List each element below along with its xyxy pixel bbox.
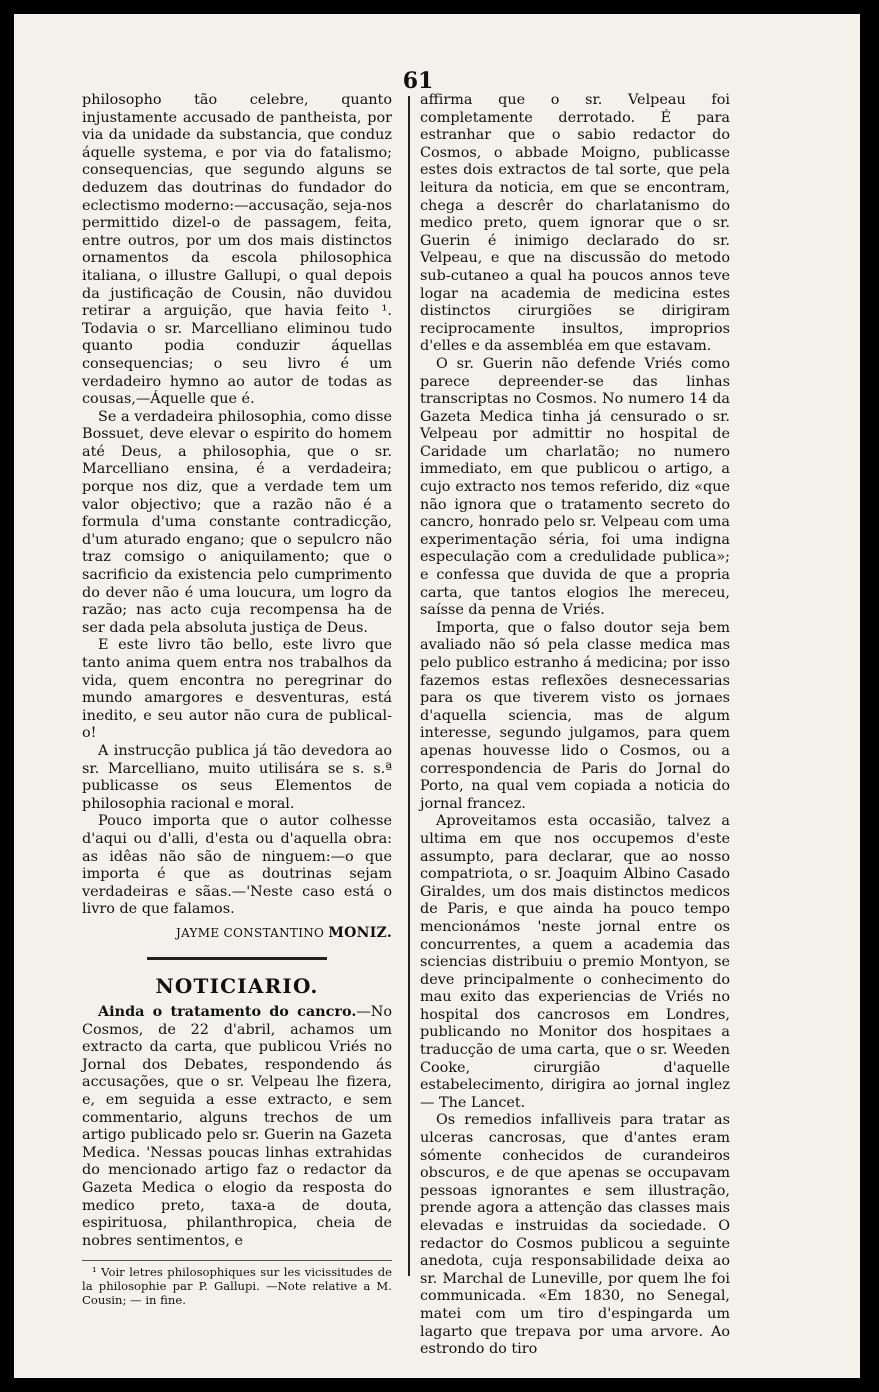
section-divider bbox=[147, 957, 327, 960]
column-rule bbox=[408, 96, 410, 1276]
left-column bbox=[82, 92, 392, 1307]
paragraph: Aproveitamos esta occasião, talvez a ultima em que nos occupemos d'este assumpto, para declarar, que ao nosso compatriota, o sr. Joaquim Albino Casado Giraldes, um dos mais distinctos medicos de Paris, e que ainda ha pouco tempo mencionámos 'neste jornal entre os concurrentes, a quem a academia das sciencias distribuiu o premio Montyon, se deve principalmente o conhecimento do mau exito das experiencias de Vriés no hospital dos cancrosos em Londres, publicando no Monitor dos hospitaes a traducção de uma carta, que o sr. Weeden Cooke, cirurgião d'aquelle estabelecimento, dirigira ao jornal inglez — The Lancet. bbox=[420, 813, 730, 1111]
paragraph: A instrucção publica já tão devedora ao sr. Marcelliano, muito utilisára se s. s.ª publicasse os seus Elementos de philosophia racional e moral. bbox=[82, 742, 392, 812]
paragraph: philosopho tão celebre, quanto injustamente accusado de pantheista, por via da unidade da substancia, que conduz áquelle systema, e por via do fatalismo; consequencias, que segundo alguns se deduzem das doutrinas do fundador do eclectismo moderno:—accusação, seja-nos permittido dizel-o de passagem, feita, entre outros, por um dos mais distinctos ornamentos da escola philosophica italiana, o illustre Gallupi, o qual depois da justificação de Cousin, não duvidou retirar a arguição, que havia feito ¹. Todavia o sr. Marcelliano eliminou tudo quanto podia conduzir áquellas consequencias; o seu livro é um verdadeiro hymno ao autor de todas as cousas,—Áquelle que é. bbox=[82, 92, 393, 408]
right-column bbox=[420, 92, 730, 1359]
paragraph: Importa, que o falso doutor seja bem avaliado não só pela classe medica mas pelo publico estranho á medicina; por isso fazemos estas reflexões desnecessarias para os que tiverem visto os jornaes d'aquella sciencia, mas de algum interesse, segundo julgamos, para quem apenas houvesse lido o Cosmos, ou a correspondencia de Paris do Jornal do Porto, na qual vem copiada a noticia do jornal francez. bbox=[420, 619, 730, 812]
author-signature bbox=[82, 925, 392, 943]
paragraph: affirma que o sr. Velpeau foi completamente derrotado. É para estranhar que o sabio redactor do Cosmos, o abbade Moigno, publicasse estes dois extractos de tal sorte, que pela leitura da noticia, em que se encontram, chega a descrêr do charlatanismo do medico preto, quem ignorar que o sr. Guerin é inimigo declarado do sr. Velpeau, e que na discussão do metodo sub-cutaneo a qual ha poucos annos teve logar na academia de medicina estes distinctos cirurgiões se dirigiram reciprocamente insultos, improprios d'elles e da assembléa em que estavam. bbox=[420, 92, 730, 355]
newspaper-page bbox=[14, 14, 860, 1378]
signature-surname: MONIZ. bbox=[328, 924, 392, 941]
paragraph: Pouco importa que o autor colhesse d'aqui ou d'alli, d'esta ou d'aquella obra: as idêas não são de ninguem:—o que importa é que as doutrinas sejam verdadeiras e sãas.—'Neste caso está o livro de que falamos. bbox=[82, 813, 392, 918]
section-title: NOTICIARIO. bbox=[155, 973, 319, 998]
footnote-text: ¹ Voir letres philosophiques sur les vicissitudes de la philosophie par P. Gallupi. —Note relative a M. Cousin; — in fine. bbox=[82, 1265, 392, 1308]
paragraph: Os remedios infalliveis para tratar as ulceras cancrosas, que d'antes eram sómente conhecidos de curandeiros obscuros, e de que apenas se occupavam pessoas ignorantes e sem illustração, prende agora a attenção das classes mais elevadas e instruidas da sociedade. O redactor do Cosmos publicou a seguinte anedota, cuja responsabilidade deixa ao sr. Marchal de Luneville, por quem lhe foi communicada. «Em 1830, no Senegal, matei com um tiro d'espingarda um lagarto que trepava por uma arvore. Ao estrondo do tiro bbox=[420, 1112, 730, 1358]
notice-paragraph bbox=[82, 1003, 392, 1250]
footnote bbox=[82, 1260, 392, 1307]
paragraph: Se a verdadeira philosophia, como disse Bossuet, deve elevar o espirito do homem até Deus, a philosophia, que o sr. Marcelliano ensina, é a verdadeira; porque nos diz, que a verdade tem um valor objectivo; que a razão não é a formula d'uma constante contradicção, d'um aturado engano; que o sepulcro não traz comsigo o aniquilamento; que o sacrificio da existencia pelo cumprimento do dever não é uma loucura, um logro da razão; nas acto cuja recompensa ha de ser dada pela absoluta justiça de Deus. bbox=[82, 408, 392, 636]
notice-lead: Ainda o tratamento do cancro. bbox=[98, 1003, 357, 1021]
page-number: 61 bbox=[402, 68, 434, 94]
notice-text: —No Cosmos, de 22 d'abril, achamos um extracto da carta, que publicou Vriés no Jornal dos Debates, respondendo ás accusações, que o sr. Velpeau lhe fizera, e, em seguida a esse extracto, e sem commentario, alguns trechos de um artigo publicado pelo sr. Guerin na Gazeta Medica. 'Nessas poucas linhas extrahidas do mencionado artigo faz o redactor da Gazeta Medica o elogio da resposta do medico preto, taxa-a de douta, espirituosa, philanthropica, cheia de nobres sentimentos, e bbox=[82, 1004, 392, 1249]
paragraph: E este livro tão bello, este livro que tanto anima quem entra nos trabalhos da vida, quem encontra no peregrinar do mundo amargores e desventuras, está inedito, e seu autor não cura de publical-o! bbox=[82, 637, 392, 742]
paragraph: O sr. Guerin não defende Vriés como parece depreender-se das linhas transcriptas no Cosmos. No numero 14 da Gazeta Medica tinha já censurado o sr. Velpeau por admittir no hospital de Caridade um charlatão; no numero immediato, em que publicou o artigo, a cujo extracto nos temos referido, diz «que não ignora que o tratamento secreto do cancro, honrado pelo sr. Velpeau com uma experimentação séria, foi uma indigna especulação com a credulidade publica»; e confessa que duvida de que a propria carta, que tantos elogios lhe mereceu, saísse da penna de Vriés. bbox=[420, 355, 730, 619]
signature-first-names: JAYME CONSTANTINO bbox=[175, 925, 325, 940]
